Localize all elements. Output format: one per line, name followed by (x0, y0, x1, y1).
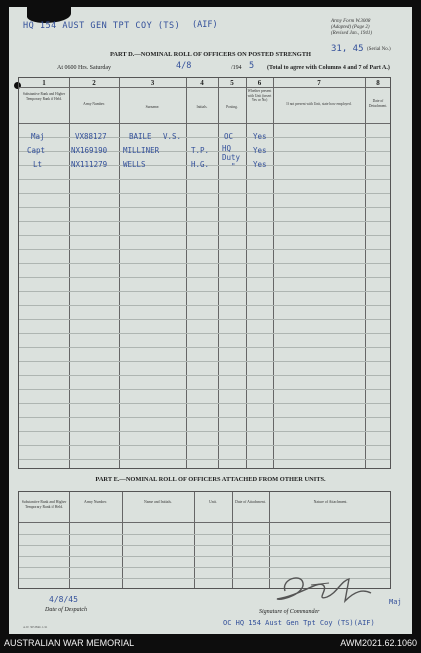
row1-army-number: VX88127 (75, 132, 107, 141)
form-reference (331, 19, 372, 37)
row3-present: Yes (253, 160, 267, 169)
row1-posting: OC (224, 132, 234, 141)
table-rule-line (19, 459, 390, 460)
table-rule-line (19, 277, 390, 278)
row2-posting: HQ Duty (222, 144, 241, 162)
table-rule-line (19, 291, 390, 292)
commander-signature (271, 571, 381, 611)
row3-initials: H.G. (191, 160, 210, 169)
document-page (9, 7, 412, 634)
row2-army-number: NX169190 (71, 146, 108, 155)
table-rule-line (19, 403, 390, 404)
part-e-header-nature: Nature of Attachment. (313, 500, 348, 504)
part-d-table (18, 77, 391, 469)
form-ref-line: (Adapted) (Page 2) (331, 25, 370, 30)
col-header-surname: Surname. (145, 105, 160, 109)
table-rule-line (19, 263, 390, 264)
table-rule-line (19, 445, 390, 446)
roll-year: 5 (249, 61, 255, 71)
row3-posting: " (231, 162, 236, 171)
table-rule-line (19, 179, 390, 180)
table-rule-line (19, 305, 390, 306)
col-header-present: Whether present with Unit (insert Yes or No) (247, 89, 272, 103)
table-rule-line (19, 567, 390, 568)
commander-rank: Maj (389, 598, 402, 606)
table-rule-line (19, 207, 390, 208)
row2-present: Yes (253, 146, 267, 155)
row3-army-number: NX111279 (71, 160, 108, 169)
row1-surname: BAILE (129, 132, 152, 141)
at-line-label: At 0600 Hrs. Saturday (57, 65, 111, 71)
col-header-army-number: Army Number. (83, 102, 105, 106)
row2-rank: Capt (27, 146, 46, 155)
row2-initials: T.P. (191, 146, 210, 155)
serial-label: (Serial No.) (367, 47, 391, 52)
caption-left: AUSTRALIAN WAR MEMORIAL (4, 638, 135, 648)
form-ref-line: Army Form W.3008 (331, 19, 371, 24)
table-rule-line (19, 545, 390, 546)
signature-label: Signature of Commander (259, 609, 320, 615)
col-number: 3 (150, 79, 155, 87)
table-rule-line (19, 361, 390, 362)
part-e-header-date: Date of Attachment. (235, 500, 266, 504)
col-number: 7 (317, 79, 321, 87)
despatch-date: 4/8/45 (49, 595, 78, 604)
col-number: 1 (42, 79, 46, 87)
part-e-header-army-number: Army Number. (84, 500, 107, 504)
form-ref-line: (Revised Jan., 1941) (331, 31, 373, 36)
col-number: 6 (257, 79, 262, 87)
table-rule-line (19, 221, 390, 222)
table-rule-line (19, 249, 390, 250)
despatch-label: Date of Despatch (45, 607, 87, 613)
table-rule-line (19, 235, 390, 236)
serial-number: 31, 45 (331, 44, 364, 54)
table-rule-line (19, 333, 390, 334)
row1-present: Yes (253, 132, 267, 141)
part-e-title: PART E.—NOMINAL ROLL OF OFFICERS ATTACHED FROM OTHER UNITS. (95, 476, 326, 483)
table-rule-line (19, 193, 390, 194)
row2-surname: MILLINER (123, 146, 160, 155)
part-d-title: PART D.—NOMINAL ROLL OF OFFICERS ON POSTED STRENGTH (110, 51, 311, 58)
col-header-initials: Initials. (196, 105, 208, 109)
row3-surname: WELLS (123, 160, 146, 169)
table-rule-line (19, 375, 390, 376)
col-number: 8 (376, 79, 380, 87)
col-number: 5 (230, 79, 234, 87)
part-e-header-name: Name and Initials. (144, 500, 172, 504)
part-e-header-rank: Substantive Rank and Higher Temporary Rank if Held. (21, 500, 67, 509)
row1-rank: Maj (31, 132, 45, 141)
col-header-detachment: Date of Detachment. (368, 99, 388, 108)
year-prefix: /194 (231, 65, 242, 71)
part-e-header-unit: Unit. (209, 500, 217, 504)
table-rule-line (19, 431, 390, 432)
roll-date: 4/8 (176, 61, 192, 71)
table-rule-line (19, 319, 390, 320)
col-header-rank: Substantive Rank and Higher Temporary Rank if Held. (22, 92, 66, 101)
row3-rank: Lt (33, 160, 43, 169)
table-rule-line (19, 347, 390, 348)
printer-note: A.W. 365 B&L 1/41 (23, 625, 48, 629)
col-header-posting: Posting. (226, 105, 238, 109)
unit-header-suffix: (AIF) (192, 20, 218, 30)
col-number: 2 (92, 79, 96, 87)
table-rule-line (19, 556, 390, 557)
table-rule-line (19, 389, 390, 390)
unit-header: HQ 154 AUST GEN TPT COY (TS) (23, 21, 181, 31)
total-note: (Total to agree with Columns 4 and 7 of Part A.) (267, 65, 390, 71)
col-number: 4 (200, 79, 204, 87)
caption-right: AWM2021.62.1060 (340, 638, 417, 648)
table-rule-line (19, 417, 390, 418)
table-rule-line (19, 534, 390, 535)
commander-unit: OC HQ 154 Aust Gen Tpt Coy (TS)(AIF) (223, 619, 375, 627)
row1-initials: V.S. (163, 132, 182, 141)
col-header-employed: If not present with Unit, state how employed. (286, 102, 352, 106)
